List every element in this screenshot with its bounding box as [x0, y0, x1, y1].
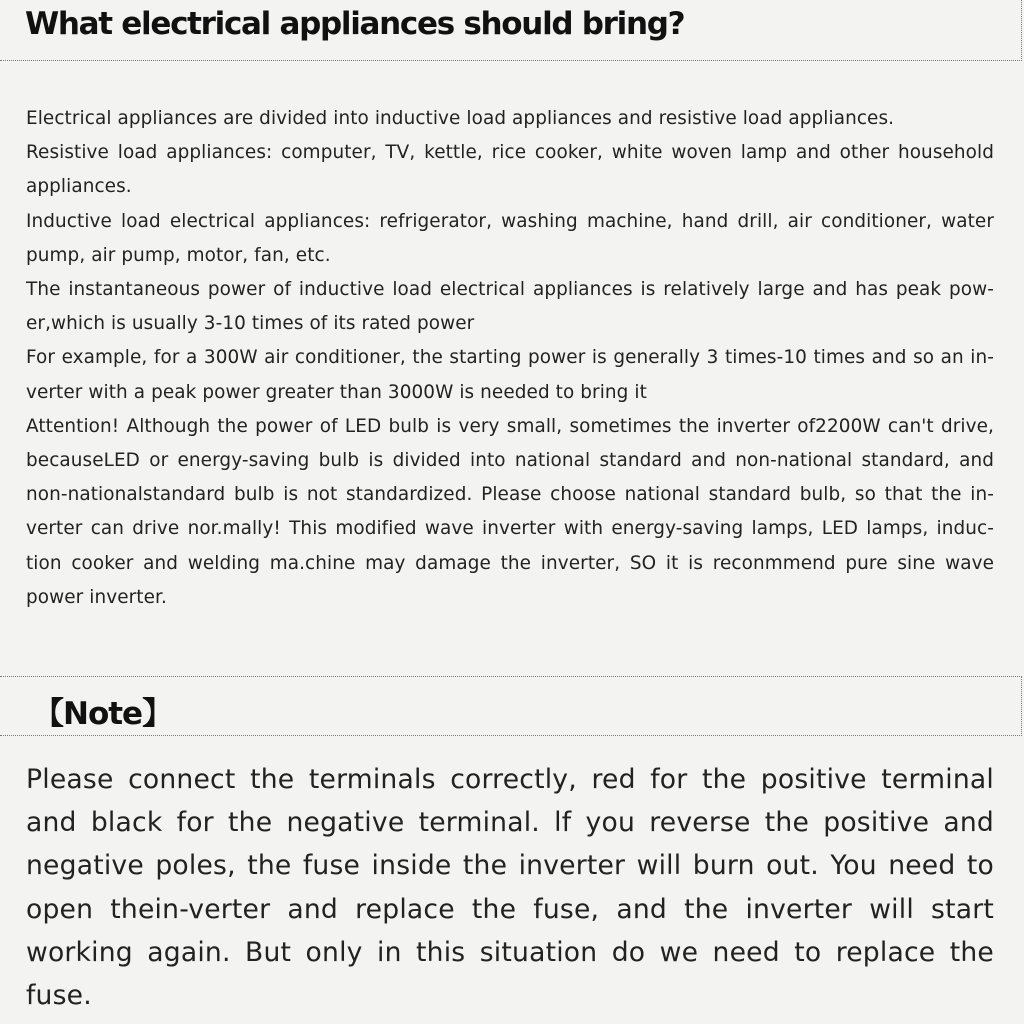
paragraph-example: For example, for a 300W air conditioner, the starting power is generally 3 times-10 times and so an in-verter with a peak power greater than 3000W is needed to bring it	[26, 347, 994, 403]
paragraph-note: Please connect the terminals correctly, red for the positive terminal and black for the negative terminal. lf you reverse the positive and negative poles, the fuse inside the inverter will burn out. You need to open thein-verter and replace the fuse, and the inverter will start working again. But only in this situation do we need to replace the fuse.	[26, 764, 994, 1012]
paragraph-load-types: Electrical appliances are divided into inductive load appliances and resistive load appliances.	[26, 108, 895, 129]
section-body-note	[26, 758, 994, 1017]
section-title-note: 【Note】	[33, 696, 173, 732]
section-title-appliances: What electrical appliances should bring?	[25, 6, 685, 42]
paragraph-resistive-load: Resistive load appliances: computer, TV, kettle, rice cooker, white woven lamp and other household appliances.	[26, 142, 994, 198]
section-body-appliances	[26, 102, 994, 615]
section-header-appliances	[0, 0, 1022, 61]
paragraph-peak-power: The instantaneous power of inductive load electrical appliances is relatively large and has peak pow-er,which is usually 3-10 times of its rated power	[26, 279, 994, 335]
paragraph-attention: Attention! Although the power of LED bulb is very small, sometimes the inverter of2200W can't drive, becauseLED or energy-saving bulb is divided into national standard and non-national standard, and non-nationalstandard bulb is not standardized. Please choose national standard bulb, so that the in-verter can drive nor.mally! This modified wave inverter with energy-saving lamps, LED lamps, induc-tion cooker and welding ma.chine may damage the inverter, SO it is reconmmend pure sine wave power inverter.	[26, 415, 994, 608]
section-header-note	[0, 676, 1022, 736]
paragraph-inductive-load: Inductive load electrical appliances: refrigerator, washing machine, hand drill, air conditioner, water pump, air pump, motor, fan, etc.	[26, 210, 994, 266]
